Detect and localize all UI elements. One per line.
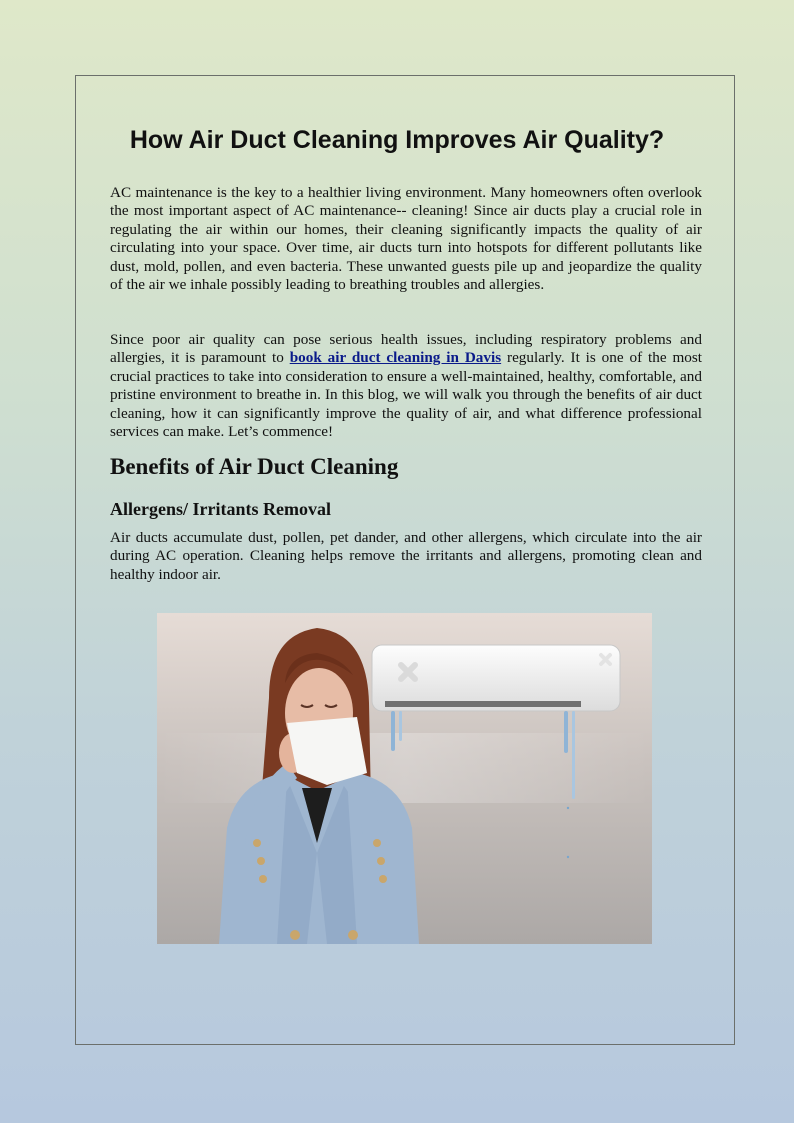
woman-sneezing-ac-photo: [157, 613, 652, 944]
allergens-paragraph: Air ducts accumulate dust, pollen, pet dander, and other allergens, which circulate into the air during AC operation. Cleaning helps remove the irritants and allergens, promoting clean and healthy indoor air.: [110, 529, 702, 583]
book-duct-cleaning-link[interactable]: book air duct cleaning in Davis: [289, 349, 502, 367]
subsection-heading: Allergens/ Irritants Removal: [110, 499, 331, 519]
page-title: How Air Duct Cleaning Improves Air Quality?: [129, 126, 665, 154]
second-paragraph: [110, 331, 702, 441]
paragraph-text-before-link: Since poor air quality can pose serious health issues, including respiratory problems and allergies, it is paramount to: [110, 331, 702, 367]
intro-paragraph: AC maintenance is the key to a healthier living environment. Many homeowners often overlook the most important aspect of AC maintenance-- cleaning! Since air ducts play a crucial role in regulating the air within our homes, their cleaning significantly impacts the quality of air circulating into your space. Over time, air ducts turn into hotspots for different pollutants like dust, mold, pollen, and even bacteria. These unwanted guests pile up and jeopardize the quality of the air we inhale possibly leading to breathing troubles and allergies.: [110, 184, 702, 294]
paragraph-text-after-link: regularly. It is one of the most crucial practices to take into consideration to ensure a well-maintained, healthy, comfortable, and pristine environment to breathe in. In this blog, we will walk you through the benefits of air duct cleaning, how it can significantly improve the quality of air, and what difference professional services can make. Let’s commence!: [110, 349, 702, 441]
section-heading: Benefits of Air Duct Cleaning: [110, 454, 399, 479]
